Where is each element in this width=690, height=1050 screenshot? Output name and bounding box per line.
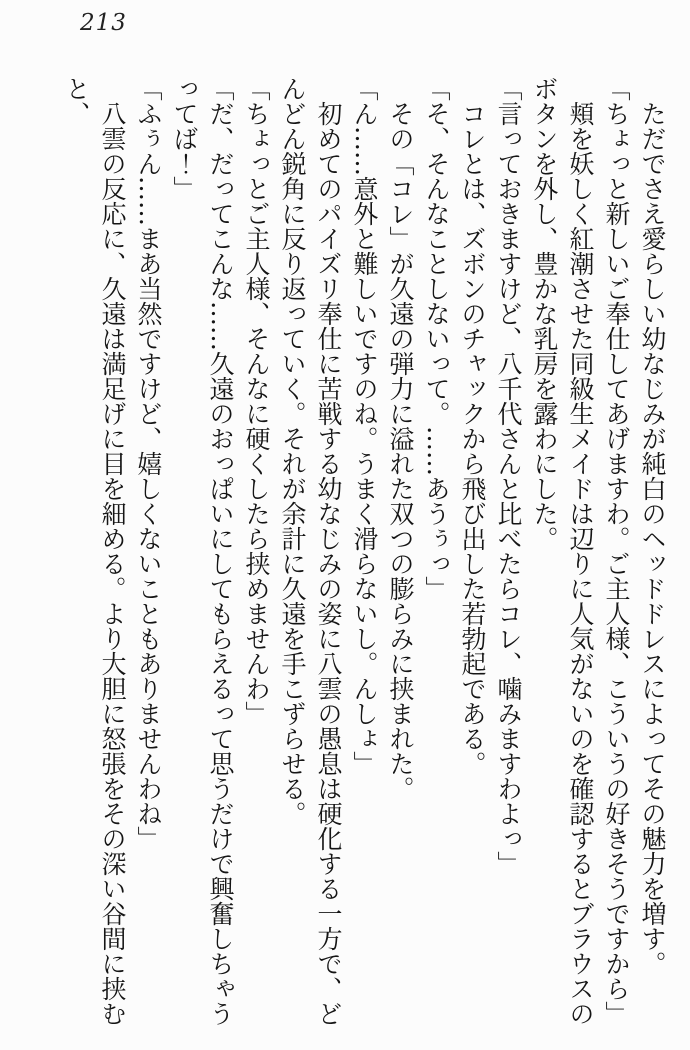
- text-line: 「ちょっとご主人様、そんなに硬くしたら挟めませんわ」: [242, 76, 271, 726]
- text-columns: [58, 76, 670, 1028]
- text-line: 「そ、そんなことしないって。……あうぅっ」: [422, 76, 451, 601]
- text-line: ってば！」: [170, 76, 199, 201]
- text-line: 「言っておきますけど、八千代さんと比べたらコレ、噛みますわよっ」: [494, 76, 523, 876]
- text-line: 初めてのパイズリ奉仕に苦戦する幼なじみの姿に八雲の愚息は硬化する一方で、ど: [314, 101, 343, 1026]
- text-line: 頬を妖しく紅潮させた同級生メイドは辺りに人気がないのを確認するとブラウスの: [566, 101, 595, 1026]
- page-number: 213: [80, 10, 127, 36]
- text-line: 八雲の反応に、久遠は満足げに目を細める。より大胆に怒張をその深い谷間に挟む: [98, 101, 127, 1026]
- text-line: ボタンを外し、豊かな乳房を露わにした。: [530, 76, 559, 551]
- text-line: コレとは、ズボンのチャックから飛び出した若勃起である。: [458, 101, 487, 776]
- text-line: 「ちょっと新しいご奉仕してあげますわ。ご主人様、こういうの好きそうですから」: [602, 76, 631, 1026]
- text-line: 「だ、だってこんな……久遠のおっぱいにしてもらえるって思うだけで興奮しちゃう: [206, 76, 235, 1026]
- text-line: 「ふぅん……まあ当然ですけど、嬉しくないこともありませんわね」: [134, 76, 163, 851]
- text-line: と、: [62, 76, 91, 126]
- text-line: ただでさえ愛らしい幼なじみが純白のヘッドドレスによってその魅力を増す。: [638, 101, 667, 976]
- text-line: 「ん……意外と難しいですのね。うまく滑らないし。んしょ」: [350, 76, 379, 776]
- text-line: んどん鋭角に反り返っていく。それが余計に久遠を手こずらせる。: [278, 76, 307, 826]
- text-line: その「コレ」が久遠の弾力に溢れた双つの膨らみに挟まれた。: [386, 101, 415, 801]
